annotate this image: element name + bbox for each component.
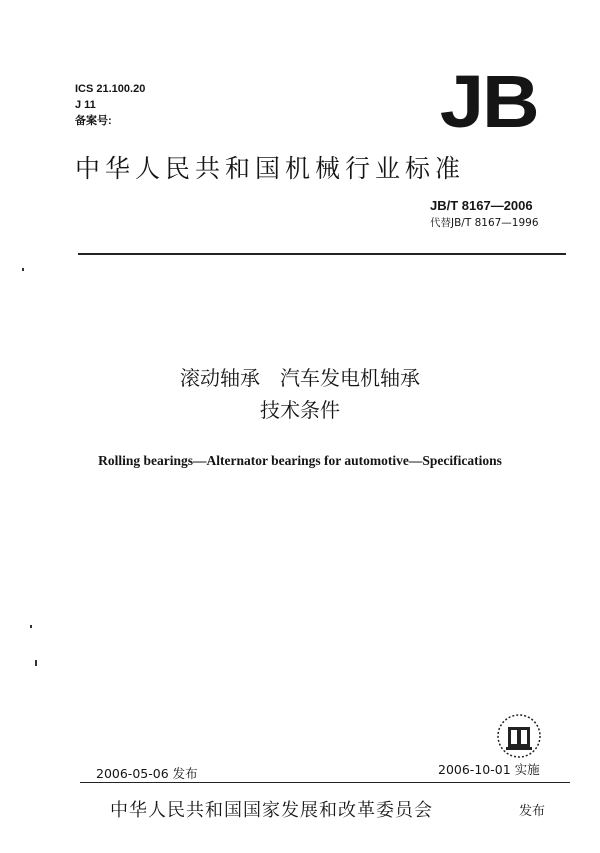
header-divider — [78, 253, 566, 255]
scan-speck — [22, 268, 24, 271]
ics-code: ICS 21.100.20 — [75, 83, 146, 95]
replaced-standard: 代替JB/T 8167—1996 — [430, 217, 539, 229]
implementation-date: 2006-10-01 实施 — [438, 762, 540, 777]
footer-divider — [80, 782, 570, 783]
document-title-cn: 滚动轴承 汽车发电机轴承 — [180, 366, 420, 390]
jb-logo: JB — [440, 60, 538, 143]
ccs-code: J 11 — [75, 99, 96, 111]
issuing-suffix: 发布 — [519, 804, 546, 819]
scan-speck — [30, 625, 32, 628]
document-title-cn-line2: 技术条件 — [260, 398, 340, 422]
issuer-emblem-icon — [496, 713, 542, 759]
issuing-authority: 中华人民共和国国家发展和改革委员会 — [110, 800, 433, 821]
issue-date: 2006-05-06 发布 — [96, 766, 198, 781]
record-number-label: 备案号: — [75, 115, 112, 127]
scan-speck — [35, 660, 37, 666]
document-title-en: Rolling bearings—Alternator bearings for automotive—Specifications — [98, 453, 502, 468]
standard-number: JB/T 8167—2006 — [430, 198, 533, 213]
standard-category-title: 中华人民共和国机械行业标准 — [75, 154, 466, 183]
